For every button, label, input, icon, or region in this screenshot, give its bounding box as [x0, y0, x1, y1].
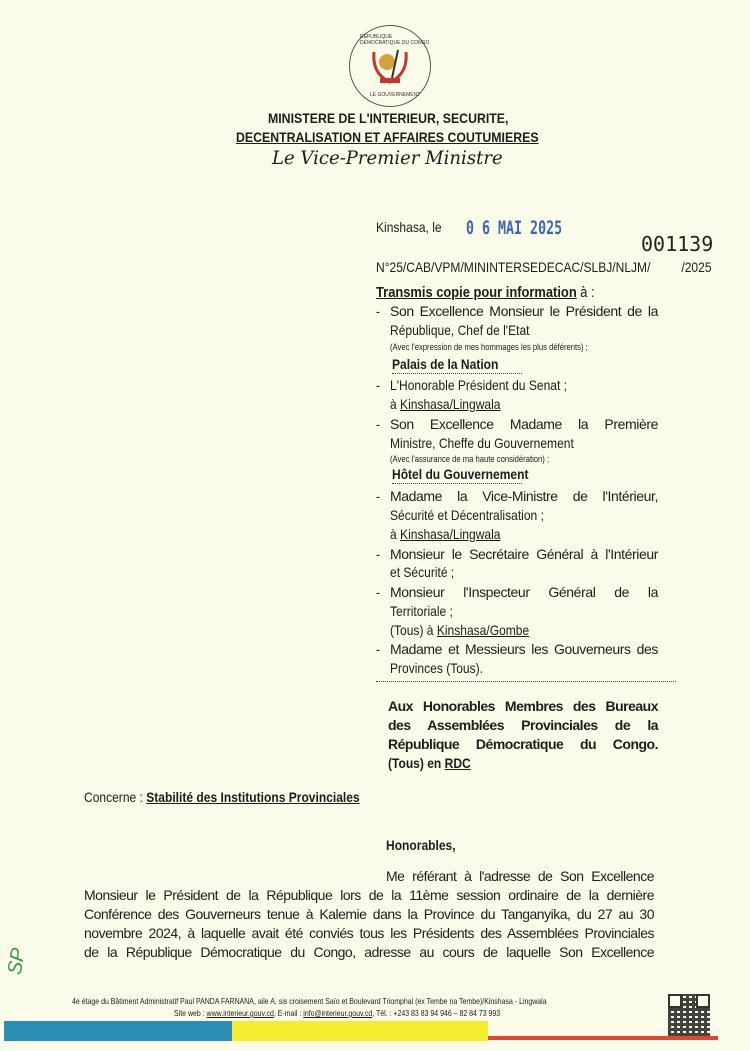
addressee-line: Aux Honorables Membres des Bureaux: [388, 698, 658, 714]
reference-prefix: N°25/CAB/VPM/MININTERSEDECAC/SLBJ/NLJM/: [376, 259, 651, 275]
recipient-line: [390, 622, 529, 638]
reference-year: /2025: [681, 259, 712, 275]
recipient-text: République, Chef de l'Etat: [390, 322, 530, 338]
recipient-line: [390, 584, 658, 600]
dotted-underline: [392, 483, 522, 484]
recipient-line: [390, 303, 658, 319]
footer-address: 4e étage du Bâtiment Administratif Paul PANDA FARNANA, aile A, sis croisement Saïo et Boulevard Triomphal (ex Tembe na Tembe)/Kinshasa - Lingwala: [72, 996, 547, 1006]
recipient-line: [390, 641, 658, 657]
email-link[interactable]: info@interieur.gouv.cd: [303, 1008, 373, 1018]
recipient-line: [390, 322, 530, 338]
recipient-text: (Avec l'assurance de ma haute considération) ;: [390, 454, 550, 464]
body-line: de la République Démocratique du Congo, adresse au cours de laquelle Son Excellence: [84, 944, 654, 960]
recipient-text: à: [390, 526, 401, 542]
recipient-line: [390, 546, 658, 562]
dotted-underline: [392, 373, 522, 374]
addressee-last-line: [388, 755, 471, 771]
recipient-line: [390, 660, 483, 676]
transmis-suffix: à :: [576, 284, 595, 301]
recipient-line: [390, 603, 453, 619]
recipient-line: [390, 396, 500, 412]
footer-contact: [174, 1008, 500, 1018]
recipient-text: Ministre, Cheffe du Gouvernement: [390, 435, 574, 451]
flag-bar-yellow: [232, 1021, 488, 1041]
recipient-text: Provinces (Tous).: [390, 660, 484, 676]
website-link[interactable]: www.interieur.gouv.cd: [206, 1008, 274, 1018]
ministry-name-line1: MINISTERE DE L'INTERIEUR, SECURITE,: [268, 110, 509, 126]
recipient-line: [390, 435, 574, 451]
ministry-name-line2: DECENTRALISATION ET AFFAIRES COUTUMIERES: [236, 129, 539, 145]
bullet-dash: -: [376, 377, 381, 393]
recipient-location: Kinshasa/Lingwala: [400, 526, 501, 542]
recipient-text: Madame la Vice-Ministre de l'Intérieur,: [390, 488, 658, 504]
recipient-text: L'Honorable Président du Senat ;: [390, 377, 567, 393]
bullet-dash: -: [376, 546, 381, 562]
reference-number: [376, 259, 712, 275]
recipient-text: (Avec l'expression de mes hommages les plus déférents) ;: [390, 342, 588, 352]
recipient-text: Son Excellence Monsieur le Président de la: [390, 303, 658, 319]
recipient-line: [392, 466, 528, 482]
concerne-subject: Stabilité des Institutions Provinciales: [146, 789, 360, 805]
recipient-text: Monsieur le Secrétaire Général à l'Intérieur: [390, 546, 658, 562]
bullet-dash: -: [376, 416, 381, 432]
body-line: novembre 2024, à laquelle avait été conviés tous les Présidents des Assemblées Provinciales: [84, 925, 654, 941]
flag-bar-red: [488, 1036, 718, 1040]
handwritten-initials: SP: [3, 946, 31, 977]
addressee-line: République Démocratique du Congo.: [388, 736, 658, 752]
recipient-line: [390, 416, 658, 432]
seal-top-text: RÉPUBLIQUE DÉMOCRATIQUE DU CONGO: [360, 34, 430, 46]
concerne-line: [84, 789, 360, 805]
body-line: Monsieur le Président de la République lors de la 11ème session ordinaire de la dernière: [84, 887, 654, 903]
bullet-dash: -: [376, 488, 381, 504]
addressee-line: des Assemblées Provinciales de la: [388, 717, 658, 733]
body-line: Me référant à l'adresse de Son Excellence: [386, 868, 654, 884]
salutation: Honorables,: [386, 837, 456, 853]
recipient-line: [390, 488, 658, 504]
email-label: , E-mail :: [273, 1008, 304, 1018]
seal-bottom-text: LE GOUVERNEMENT: [370, 92, 421, 98]
recipient-line: [390, 377, 567, 393]
recipient-text: Sécurité et Décentralisation ;: [390, 507, 544, 523]
transmis-label: Transmis copie pour information: [376, 284, 577, 301]
recipient-text: Madame et Messieurs les Gouverneurs des: [390, 641, 658, 657]
recipient-line: [392, 356, 498, 372]
coat-of-arms-icon: [370, 44, 410, 86]
recipient-location: Kinshasa/Lingwala: [400, 396, 501, 412]
site-label: Site web :: [174, 1008, 207, 1018]
body-line: Conférence des Gouverneurs tenue à Kalemie dans la Province du Tanganyika, du 27 au 30: [84, 906, 654, 922]
recipient-text: Hôtel du Gouvernement: [392, 466, 529, 482]
qr-code: [668, 994, 710, 1036]
recipient-line: [390, 507, 544, 523]
addressee-location: RDC: [444, 755, 471, 771]
bullet-dash: -: [376, 584, 381, 600]
registration-number: 001139: [641, 232, 714, 256]
recipient-text: Monsieur l'Inspecteur Général de la: [390, 584, 658, 600]
recipient-line: [390, 526, 500, 542]
concerne-label: Concerne :: [84, 789, 147, 805]
flag-bar-blue: [4, 1021, 232, 1041]
recipient-text: Palais de la Nation: [392, 356, 499, 372]
recipient-location: Kinshasa/Gombe: [436, 622, 530, 638]
bullet-dash: -: [376, 303, 381, 319]
recipient-text: (Tous) à: [390, 622, 437, 638]
recipient-line: [390, 564, 454, 580]
recipient-line: [390, 454, 549, 464]
phone-numbers: , Tél. : +243 83 83 94 946 – 82 84 73 993: [372, 1008, 501, 1018]
date-stamp: 0 6 MAI 2025: [466, 217, 563, 239]
signatory-title: Le Vice-Premier Ministre: [272, 147, 503, 169]
recipient-text: et Sécurité ;: [390, 564, 455, 580]
recipient-text: à: [390, 396, 401, 412]
recipient-text: Territoriale ;: [390, 603, 453, 619]
recipient-line: [390, 342, 588, 352]
transmis-heading: [376, 284, 595, 301]
bullet-dash: -: [376, 641, 381, 657]
addressee-scope: (Tous) en: [388, 755, 445, 771]
separator-line: [376, 681, 676, 682]
place-label: Kinshasa, le: [376, 219, 442, 235]
recipient-text: Son Excellence Madame la Première: [390, 416, 658, 432]
government-seal: [349, 25, 431, 107]
